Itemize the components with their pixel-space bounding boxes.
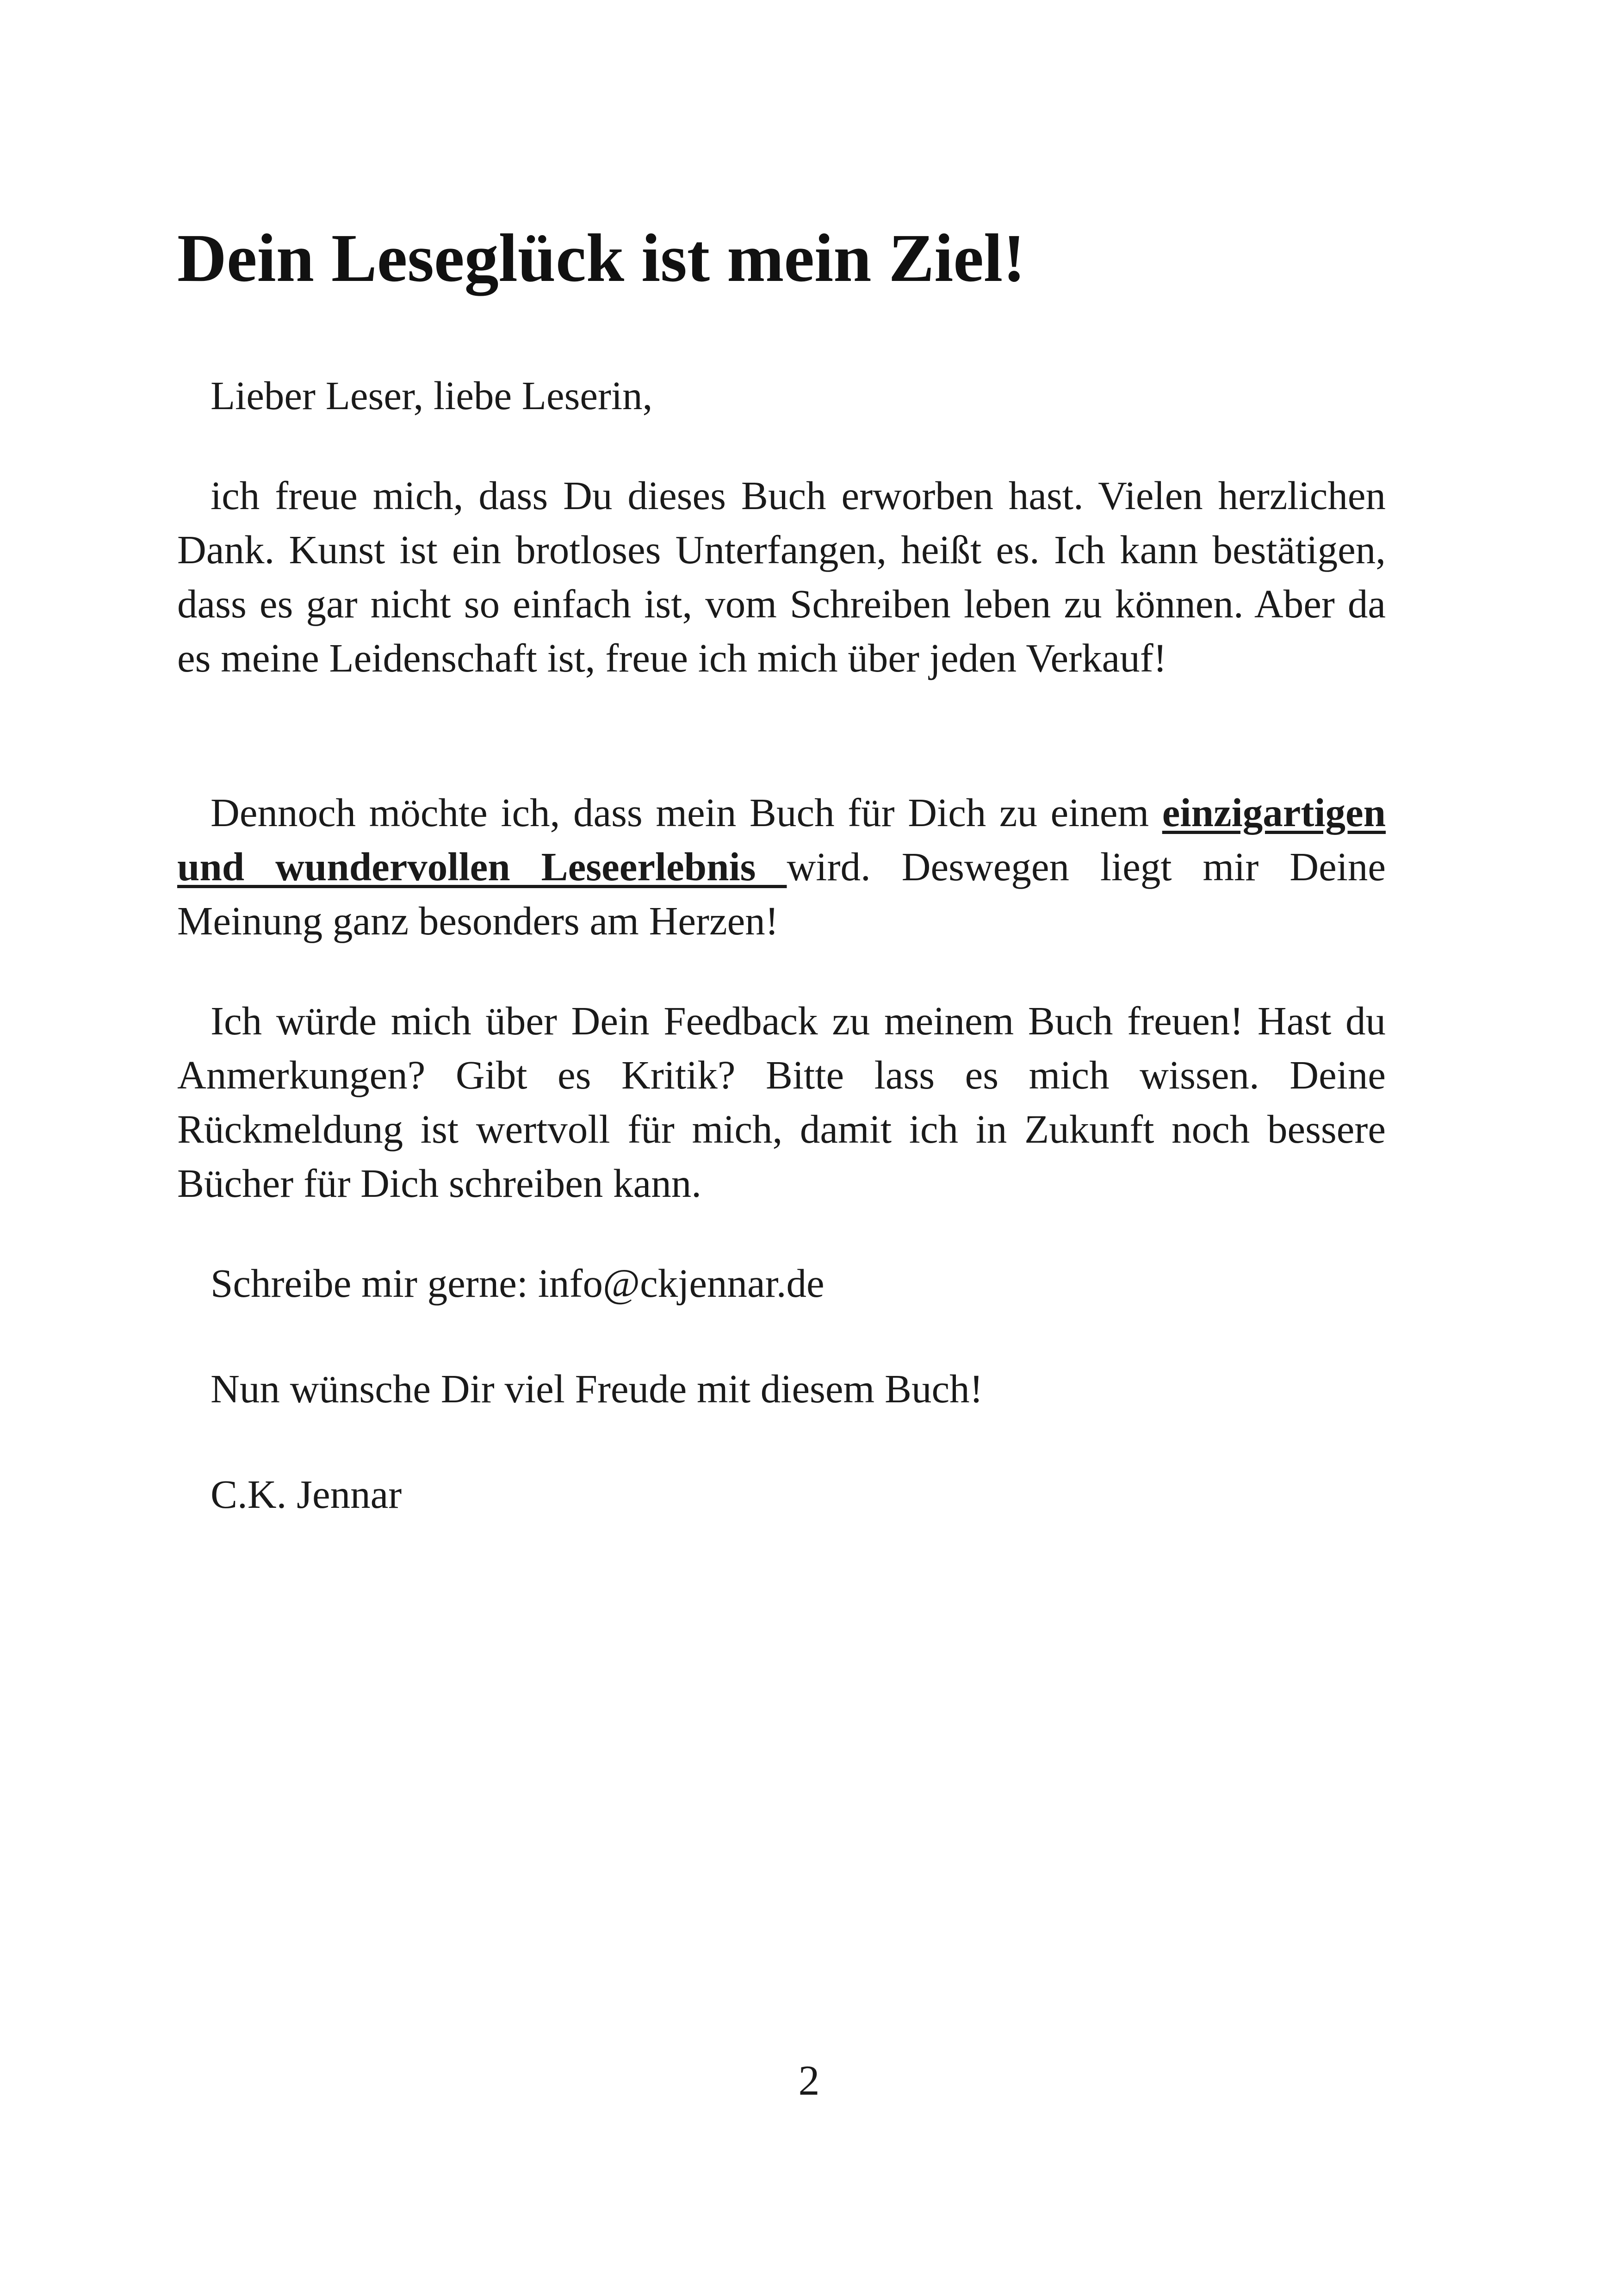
salutation-text: Lieber Leser, liebe Leserin, [211,373,653,418]
salutation-paragraph [177,368,1386,423]
reading-experience-text-before: Dennoch möchte ich, dass mein Buch für Dich zu einem [211,790,1162,835]
page-heading: Dein Leseglück ist mein Ziel! [177,220,1026,296]
reading-experience-paragraph [177,785,1386,948]
reading-experience-emphasis: einzigartigen und wundervollen Leseerlebnis [177,790,1386,889]
feedback-paragraph [177,994,1386,1210]
wish-text: Nun wünsche Dir viel Freude mit diesem Buch! [211,1366,983,1411]
signature-paragraph [177,1467,1386,1521]
thanks-paragraph [177,468,1386,685]
author-signature: C.K. Jennar [211,1472,402,1517]
email-paragraph [177,1256,1386,1310]
thanks-text: ich freue mich, dass Du dieses Buch erworben hast. Vielen herzlichen Dank. Kunst ist ein brotloses Unterfangen, heißt es. Ich kann bestätigen, dass es gar nicht so einfach ist, vom Schreiben leben zu können. Aber da es meine Leidenschaft ist, freue ich mich über jeden Verkauf! [177,473,1386,680]
reading-experience-text [177,785,1386,948]
wish-paragraph [177,1362,1386,1416]
email-text: Schreibe mir gerne: info@ckjennar.de [211,1261,824,1306]
feedback-text: Ich würde mich über Dein Feedback zu meinem Buch freuen! Hast du Anmerkungen? Gibt es Kritik? Bitte lass es mich wissen. Deine Rückmeldung ist wertvoll für mich, damit ich in Zukunft noch bessere Bücher für Dich schreiben kann. [177,998,1386,1206]
reading-experience-text-after: wird. Deswegen liegt mir Deine Meinung ganz besonders am Herzen! [177,844,1386,943]
page-number: 2 [798,2057,820,2104]
